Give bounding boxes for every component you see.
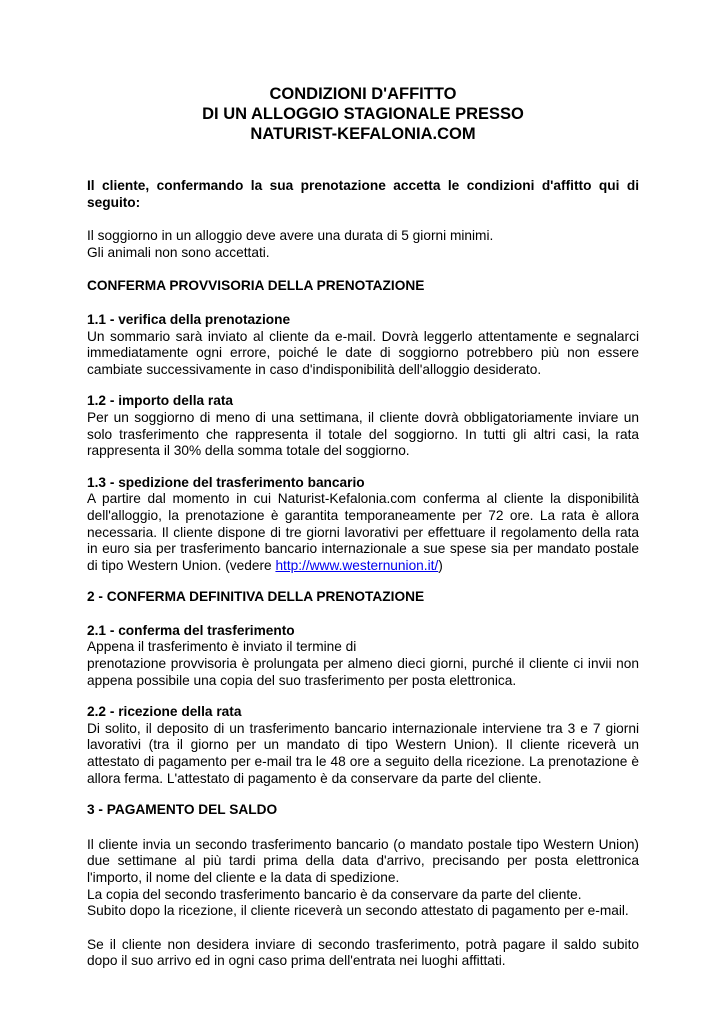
subsection-1-3-text: A partire dal momento in cui Naturist-Kefalonia.com conferma al cliente la disponibilità dell'alloggio, la prenotazione è garantita temporaneamente per 72 ore. La rata è allora necessaria. Il cliente dispone di tre giorni lavorativi per effettuare il regolamento della rata in euro sia per trasferimento bancario internazionale a sue spese sia per mandato postale di tipo Western Union. (vedere — [87, 491, 639, 573]
section-3-para-2: La copia del secondo trasferimento bancario è da conservare da parte del cliente. — [87, 886, 582, 902]
subsection-2-2-body: Di solito, il deposito di un trasferimento bancario internazionale interviene tra 3 e 7 giorni lavorativi (tra il giorno per un mandato di tipo Western Union). Il cliente riceverà un attestato di pagamento per e-mail tra le 48 ore a seguito della ricezione. La prenotazione è allora ferma. L'attestato di pagamento è da conservare da parte del cliente. — [87, 720, 639, 786]
section-3-para-4: Se il cliente non desidera inviare di secondo trasferimento, potrà pagare il saldo subito dopo il suo arrivo ed in ogni caso prima dell'entrata nei luoghi affittati. — [87, 936, 639, 969]
subsection-1-2-title: 1.2 - importo della rata — [87, 393, 234, 409]
rule-no-animals: Gli animali non sono accettati. — [87, 244, 270, 260]
subsection-2-1-body: prenotazione provvisoria è prolungata per almeno dieci giorni, purché il cliente ci invii non appena possibile una copia del suo trasferimento per posta elettronica. — [87, 656, 639, 688]
subsection-2-1-title: 2.1 - conferma del trasferimento — [87, 622, 295, 638]
subsection-1-3-body — [87, 491, 639, 574]
subsection-1-3-close: ) — [438, 557, 443, 573]
rule-min-stay: Il soggiorno in un alloggio deve avere una durata di 5 giorni minimi. — [87, 228, 494, 244]
document-title — [87, 84, 639, 144]
rules-paragraph — [87, 228, 639, 261]
subsection-1-2-body: Per un soggiorno di meno di una settimana, il cliente dovrà obbligatoriamente inviare un solo trasferimento che rappresenta il totale del soggiorno. In tutti gli altri casi, la rata rappresenta il 30% della somma totale del soggiorno. — [87, 409, 639, 459]
section-3-heading: 3 - PAGAMENTO DEL SALDO — [87, 802, 278, 818]
subsection-2-2-title: 2.2 - ricezione della rata — [87, 704, 242, 720]
title-line-2: DI UN ALLOGGIO STAGIONALE PRESSO — [202, 105, 524, 123]
section-1-heading: CONFERMA PROVVISORIA DELLA PRENOTAZIONE — [87, 278, 425, 294]
title-line-3: NATURIST-KEFALONIA.COM — [250, 125, 476, 143]
section-3-para-3: Subito dopo la ricezione, il cliente riceverà un secondo attestato di pagamento per e-mail. — [87, 903, 629, 919]
title-line-1: CONDIZIONI D'AFFITTO — [269, 85, 457, 103]
subsection-2-1-line: Appena il trasferimento è inviato il termine di — [87, 639, 357, 655]
subsection-1-3-title: 1.3 - spedizione del trasferimento bancario — [87, 474, 365, 490]
subsection-1-1-title: 1.1 - verifica della prenotazione — [87, 311, 291, 327]
section-2-heading: 2 - CONFERMA DEFINITIVA DELLA PRENOTAZIONE — [87, 589, 425, 605]
intro-paragraph: Il cliente, confermando la sua prenotazione accetta le condizioni d'affitto qui di seguito: — [87, 178, 639, 210]
subsection-1-1-body: Un sommario sarà inviato al cliente da e-mail. Dovrà leggerlo attentamente e segnalarci immediatamente ogni errore, poiché le date di soggiorno potrebbero più non essere cambiate successivamente in caso d'indisponibilità dell'alloggio desiderato. — [87, 328, 639, 377]
western-union-link[interactable]: http://www.westernunion.it/ — [275, 557, 439, 573]
section-3-para-1: Il cliente invia un secondo trasferimento bancario (o mandato postale tipo Western Union) due settimane al più tardi prima della data d'arrivo, precisando per posta elettronica l'importo, il nome del cliente e la data di spedizione. — [87, 836, 639, 885]
